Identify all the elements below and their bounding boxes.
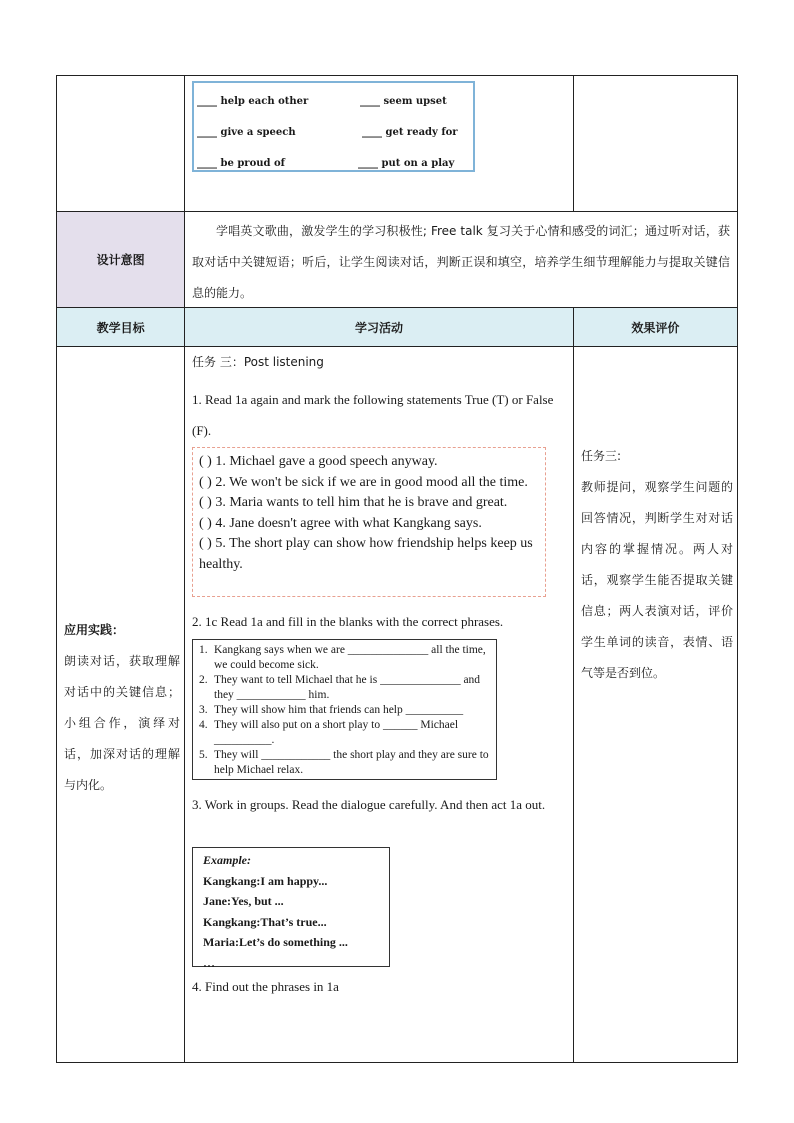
phrase-item: ____ seem upset bbox=[360, 96, 447, 107]
phrase-item: ____ give a speech bbox=[197, 127, 296, 138]
fill-item: 3. They will show him that friends can help __________ bbox=[199, 704, 464, 716]
design-intent-label: 设计意图 bbox=[57, 212, 185, 308]
tf-item: ( ) 4. Jane doesn't agree with what Kangkang says. bbox=[199, 515, 482, 531]
phrase-box bbox=[192, 81, 475, 172]
example-line: Jane:Yes, but ... bbox=[203, 894, 284, 908]
header-objectives: 教学目标 bbox=[57, 308, 185, 347]
example-box bbox=[192, 847, 390, 970]
objectives-body: 朗读对话，获取理解对话中的关键信息；小组合作，演绎对话，加深对话的理解与内化。 bbox=[64, 654, 180, 792]
phrase-item: ____ help each other bbox=[197, 96, 309, 107]
objectives-title: 应用实践： bbox=[64, 623, 125, 637]
step-3-text: 3. Work in groups. Read the dialogue carefully. And then act 1a out. bbox=[192, 797, 546, 812]
top-right-cell bbox=[573, 76, 737, 212]
tf-item: ( ) 5. The short play can show how friendship helps keep us healthy. bbox=[199, 536, 533, 572]
true-false-box bbox=[192, 447, 546, 597]
example-heading: Example: bbox=[203, 853, 251, 867]
fill-item: 2. They want to tell Michael that he is ______________ and they ____________ him. bbox=[199, 674, 481, 701]
fill-item: 4. They will also put on a short play to ______ Michael __________. bbox=[199, 719, 459, 746]
phrase-item: ____ get ready for bbox=[362, 127, 458, 138]
example-line: Maria:Let’s do something ... bbox=[203, 935, 348, 949]
evaluation-text bbox=[581, 441, 733, 689]
top-left-cell bbox=[57, 76, 185, 212]
tf-item: ( ) 3. Maria wants to tell him that he is brave and great. bbox=[199, 495, 508, 510]
tf-item: ( ) 2. We won't be sick if we are in good mood all the time. bbox=[199, 474, 528, 490]
objectives-text bbox=[64, 615, 180, 801]
fill-item: 1. Kangkang says when we are ______________ all the time, we could become sick. bbox=[199, 644, 486, 671]
design-intent-text: 学唱英文歌曲，激发学生的学习积极性; Free talk 复习关于心情和感受的词汇；通过听对话，获取对话中关键短语；听后，让学生阅读对话，判断正误和填空，培养学生细节理解能力与提取关键信息的能力。 bbox=[192, 224, 730, 300]
step-1-text: 1. Read 1a again and mark the following statements True (T) or False (F). bbox=[192, 392, 554, 438]
step-2-text: 2. 1c Read 1a and fill in the blanks with the correct phrases. bbox=[192, 614, 504, 629]
example-line: Kangkang:That’s true... bbox=[203, 914, 327, 929]
evaluation-title: 任务三: bbox=[581, 449, 622, 463]
header-evaluation: 效果评价 bbox=[573, 308, 737, 347]
example-line: Kangkang:I am happy... bbox=[203, 873, 328, 888]
header-activities: 学习活动 bbox=[185, 308, 574, 347]
phrase-item: ____ be proud of bbox=[197, 158, 285, 169]
step-4-text: 4. Find out the phrases in 1a bbox=[192, 979, 339, 994]
task-title: 任务 三：Post listening bbox=[192, 355, 324, 369]
header-row bbox=[57, 308, 738, 347]
tf-item: ( ) 1. Michael gave a good speech anyway. bbox=[199, 454, 438, 469]
fill-blanks-box bbox=[192, 639, 497, 780]
fill-item: 5. They will ____________ the short play and they are sure to help Michael relax. bbox=[199, 749, 489, 776]
phrase-item: ____ put on a play bbox=[358, 158, 455, 169]
evaluation-body: 教师提问，观察学生问题的回答情况，判断学生对对话内容的掌握情况。两人对话，观察学生能否提取关键信息；两人表演对话，评价学生单词的读音，表情、语气等是否到位。 bbox=[581, 480, 733, 680]
example-line: … bbox=[203, 955, 215, 970]
